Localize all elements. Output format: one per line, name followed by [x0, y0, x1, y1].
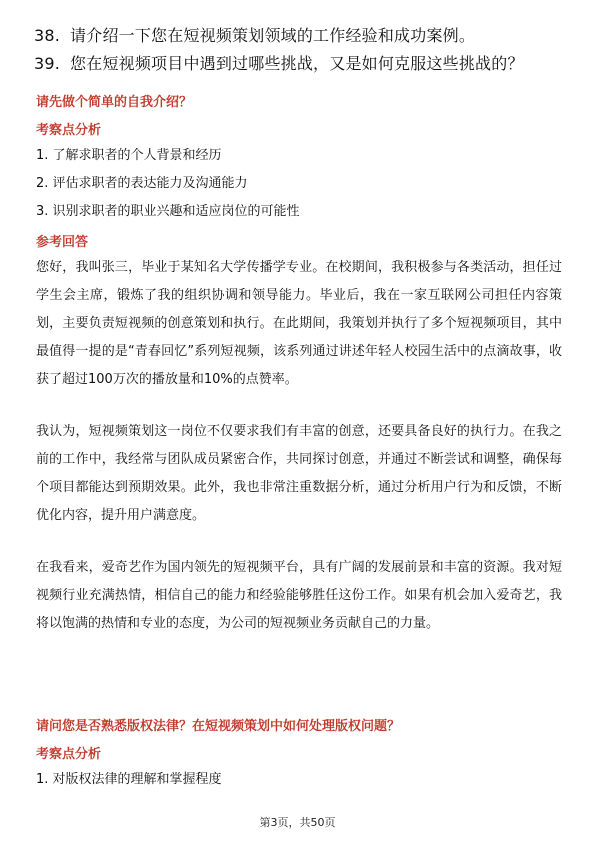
answer-paragraph: 我认为，短视频策划这一岗位不仅要求我们有丰富的创意，还要具备良好的执行力。在我之前的工作中，我经常与团队成员紧密合作，共同探讨创意，并通过不断尝试和调整，确保每个项目都能达到预期效果。此外，我也非常注重数据分析，通过分析用户行为和反馈，不断优化内容，提升用户满意度。: [36, 424, 562, 523]
section-heading: 请先做个简单的自我介绍？: [36, 95, 193, 110]
analysis-point: 2. 评估求职者的表达能力及沟通能力: [36, 176, 248, 191]
question-item: [34, 22, 574, 50]
analysis-point: 1. 了解求职者的个人背景和经历: [36, 148, 222, 163]
question-number: 39.: [34, 54, 61, 73]
section-heading: 请问您是否熟悉版权法律？在短视频策划中如何处理版权问题？: [36, 719, 401, 734]
section-self-intro: [36, 92, 562, 638]
answer-paragraph: 在我看来，爱奇艺作为国内领先的短视频平台，具有广阔的发展前景和丰富的资源。我对短视频行业充满热情，相信自己的能力和经验能够胜任这份工作。如果有机会加入爱奇艺，我将以饱满的热情和专业的态度，为公司的短视频业务贡献自己的力量。: [36, 560, 562, 631]
analysis-point: 1. 对版权法律的理解和掌握程度: [36, 772, 222, 787]
question-number: 38.: [34, 26, 61, 45]
analysis-label: 考察点分析: [36, 123, 102, 138]
question-text: 请介绍一下您在短视频策划领域的工作经验和成功案例。: [70, 26, 476, 45]
answer-label: 参考回答: [36, 235, 89, 250]
answer-paragraph: 您好，我叫张三，毕业于某知名大学传播学专业。在校期间，我积极参与各类活动，担任过学生会主席，锻炼了我的组织协调和领导能力。毕业后，我在一家互联网公司担任内容策划，主要负责短视频的创意策划和执行。在此期间，我策划并执行了多个短视频项目，其中最值得一提的是“青春回忆”系列短视频，该系列通过讲述年轻人校园生活中的点滴故事，收获了超过100万次的播放量和10%的点赞率。: [36, 260, 562, 387]
question-text: 您在短视频项目中遇到过哪些挑战，又是如何克服这些挑战的？: [70, 54, 524, 73]
page-footer: 第3页，共50页: [259, 816, 336, 829]
analysis-point: 3. 识别求职者的职业兴趣和适应岗位的可能性: [36, 204, 300, 219]
analysis-label: 考察点分析: [36, 747, 102, 762]
question-item: [34, 50, 574, 78]
question-list: [34, 22, 574, 78]
section-copyright: [36, 716, 562, 794]
